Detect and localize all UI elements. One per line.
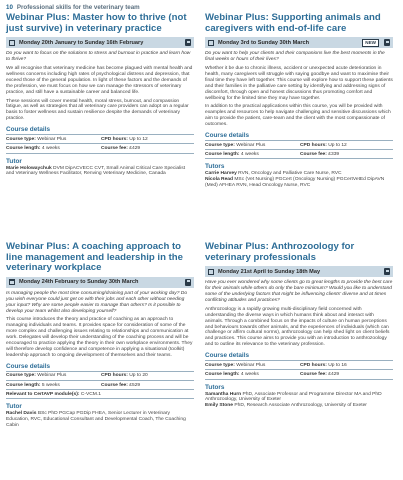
- course-intro: Have you ever wondered why some clients go to great lengths to provide the best care for their animals while others do only the bare minimum? Would you like to understand some of the underlying factors that might be influencing clients' diverse and at times conflicting attitudes and practices?: [205, 280, 393, 303]
- course-paragraph: This course introduces the theory and practice of coaching as an approach to managing individuals and teams. It provides space for consideration of some of the more complex and challenging issues relating to relationships and communication at work. Delegates will develop their understanding of the coaching process and will be encouraged to practice applying the theory in their own workplace environments. They will therefore develop confidence and competence in applying a situational (toolkit) leadership approach to ongoing development of themselves and their teams.: [6, 317, 193, 358]
- tutor-entry: Emily Stone PhD, Research Associate Anthrozoology, University of Exeter: [205, 403, 367, 409]
- device-icon: [185, 39, 191, 46]
- course-paragraph: Anthrozoology is a rapidly growing multi-disciplinary field concerned with understanding the diverse ways in which humans think about and interact with animals. Through a combined focus on the impacts of culture on human perceptions and behaviours towards other animals, and the experiences of individuals (which can challenge or affirm cultural norms), anthrozoology can help shed light on client beliefs and practices. This course aims to provide you with an introduction to anthrozoology and to outline its relevance to the veterinary profession.: [205, 306, 390, 348]
- course-dates: Monday 3rd to Sunday 30th March: [218, 39, 310, 46]
- course-end-of-life: [205, 13, 393, 189]
- course-paragraph: These sessions will cover mental health, moral stress, burnout, and compassion fatigue, as well as strategies that all veterinary care providers can adopt on a regular basis to foster wellness and sustain resilience despite the demands of veterinary practice.: [6, 98, 189, 122]
- course-coaching: [6, 242, 194, 429]
- course-intro: Is managing people the most time consuming/draining part of your working day? Do you wish everyone could just get on with their jobs and each other without needing your input? Why are some people easier to manage than others? Is it possible to develop your team whilst also developing yourself?: [6, 290, 188, 314]
- course-dates: Monday 20th January to Sunday 16th February: [19, 39, 144, 46]
- page-number: 10: [6, 4, 13, 11]
- course-intro: Do you want to help your clients and their companions live the best moments in the final weeks or hours of their lives?: [205, 51, 385, 63]
- course-details-heading: Course details: [6, 126, 51, 134]
- details-row: Relevant to CertAVP module(s): C-VCM.1: [6, 390, 194, 399]
- course-dates: Monday 21st April to Sunday 18th May: [218, 268, 321, 275]
- course-dates: Monday 24th February to Sunday 30th March: [19, 279, 139, 286]
- calendar-icon: [208, 40, 214, 46]
- calendar-icon: [208, 269, 214, 275]
- new-badge: NEW: [362, 39, 379, 47]
- details-row: Course type: Webinar Plus CPD hours: Up to 12: [6, 135, 194, 144]
- course-date-bar: [205, 37, 393, 48]
- course-anthrozoology: [205, 242, 393, 409]
- tutor-heading: Tutor: [6, 157, 22, 165]
- details-row: Course length: 4 weeks Course fee: £339: [205, 150, 393, 159]
- course-details-heading: Course details: [6, 362, 51, 370]
- device-icon: [384, 268, 390, 275]
- course-thrive: [6, 13, 194, 177]
- course-details-table: [205, 360, 393, 379]
- course-date-bar: [6, 37, 194, 48]
- details-row: Course type: Webinar Plus CPD hours: Up to 16: [205, 361, 393, 370]
- tutor-entry: Nicola Read MSc (Vet Nursing) PGCert (Oncology Nursing) PGCertVetEd DipAVN (Med) AFHEA RVN, Head Oncology Nurse, RVC: [205, 177, 385, 189]
- tutor-entry: Carrie Harvey RVN, Oncology and Palliative Care Nurse, RVC: [205, 171, 342, 177]
- course-paragraph: In addition to the practical applications within this course, you will be provided with examples and resources to help navigate challenging and sensitive discussions which aim to provide the patient, care-team and the client with the most compassionate of outcomes.: [205, 104, 391, 128]
- course-title: Webinar Plus: Master how to thrive (not just survive) in veterinary practice: [6, 12, 187, 34]
- course-paragraph: We all recognise that veterinary medicine has become plagued with mental health and wellness concerns including high rates of psychological distress and depression, that exceed those of the general population. In light of these factors and the demands of the profession, we must focus on how we can manage the stressors of veterinary practice, and still have a sustainable career and balanced life.: [6, 66, 193, 95]
- tutor-entry: Rachel Davis BSc PhD PGCap PGDip FHEA, Senior Lecturer in Veterinary Education, RVC, Educational Consultant and Developmental Coach, The Coaching Cabin: [6, 411, 186, 429]
- calendar-icon: [9, 40, 15, 46]
- page-header: [6, 4, 140, 11]
- details-row: Course type: Webinar Plus CPD hours: Up to 20: [6, 372, 194, 381]
- course-title: Webinar Plus: A coaching approach to line management and leadership in the veterinary workplace: [6, 241, 183, 274]
- device-icon: [185, 279, 191, 286]
- course-details-table: [205, 140, 393, 159]
- page-header-text: Professional skills for the veterinary team: [16, 4, 140, 11]
- tutors-heading: Tutors: [205, 163, 225, 171]
- details-row: Course length: 4 weeks Course fee: £429: [6, 144, 194, 153]
- course-title: Webinar Plus: Supporting animals and caregivers with end-of-life care: [205, 12, 381, 34]
- course-details-heading: Course details: [205, 352, 250, 360]
- device-icon: [384, 39, 390, 46]
- details-row: Course type: Webinar Plus CPD hours: Up to 12: [205, 141, 393, 150]
- calendar-icon: [9, 279, 15, 285]
- tutor-entry: Marie Holowaychuk DVM DipACVECC CVT, Small Animal Critical Care Specialist and Veterinary Wellness Facilitator, Renving Veterinary Medicine, Canada: [6, 165, 186, 177]
- course-details-table: [6, 134, 194, 153]
- details-row: Course length: 4 weeks Course fee: £429: [205, 370, 393, 379]
- tutor-entry: Samantha Hurn PhD, Associate Professor and Programme Director MA and PhD Anthrozoology, University of Exeter: [205, 391, 382, 403]
- course-details-table: [6, 371, 194, 400]
- course-date-bar: [6, 277, 194, 288]
- course-intro: Do you want to focus on the solutions to stress and burnout in practice and learn how to thrive?: [6, 51, 191, 63]
- course-title: Webinar Plus: Anthrozoology for veterinary professionals: [205, 241, 355, 263]
- tutor-heading: Tutor: [6, 403, 22, 411]
- course-details-heading: Course details: [205, 132, 250, 140]
- tutors-heading: Tutors: [205, 383, 225, 391]
- course-date-bar: [205, 266, 393, 277]
- details-row: Course length: 5 weeks Course fee: £529: [6, 381, 194, 390]
- course-paragraph: Whether it be due to chronic illness, accident or unexpected acute deterioration in health, many caregivers will struggle with saying goodbye and want to maximise their final time they have left together. This course will explore how to support these patients and their families in the palliative care setting by identifying and addressing signs of discomfort, through open and honest discussions thus promoting comfort and wellbeing for the limited time they may have together.: [205, 66, 393, 101]
